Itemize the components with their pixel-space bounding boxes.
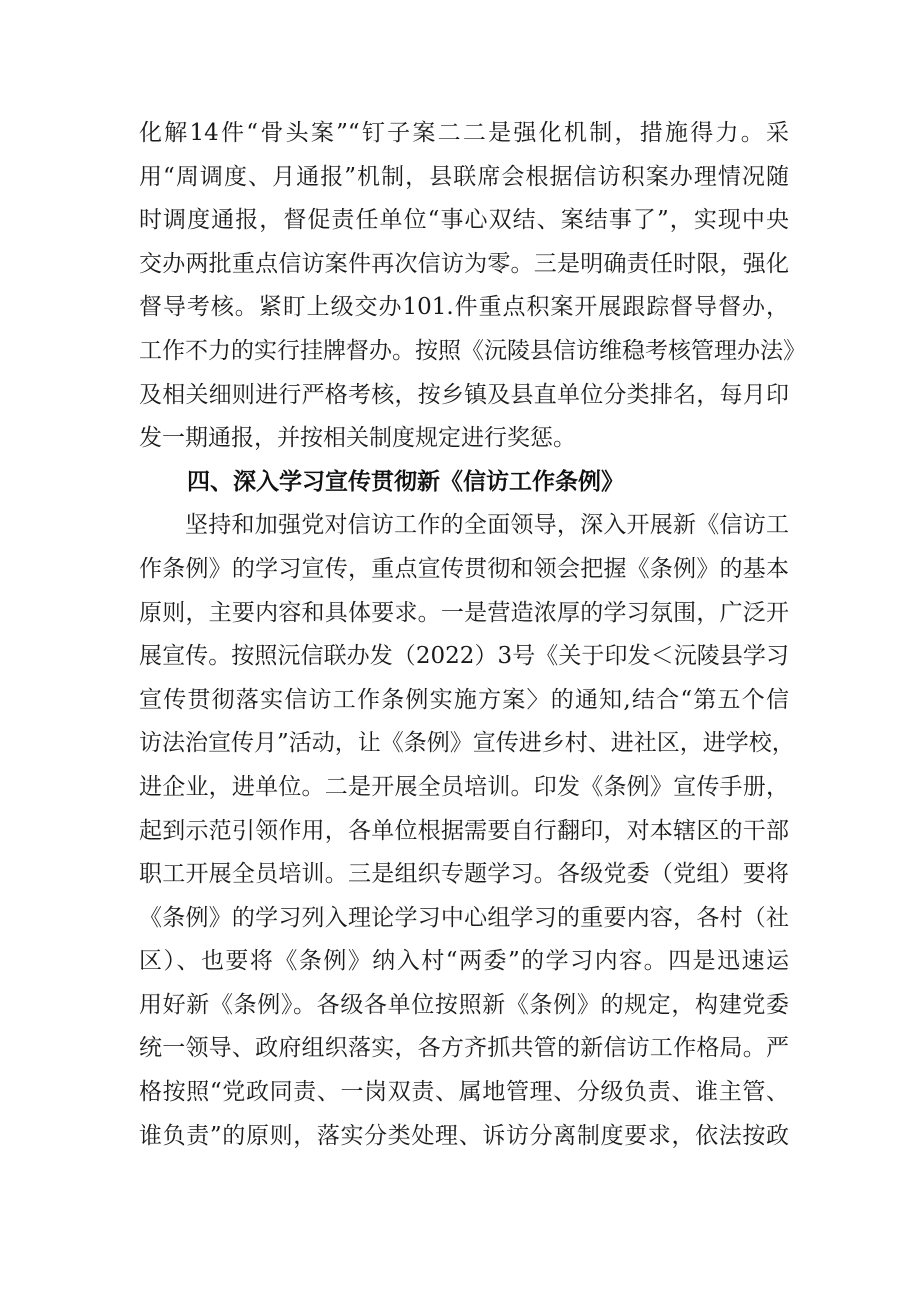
paragraph-line: 《条例》的学习列入理论学习中心组学习的重要内容，各村（社: [139, 904, 789, 931]
paragraph-line: 统一领导、政府组织落实，各方齐抓共管的新信访工作格局。严: [139, 1035, 789, 1062]
paragraph-line: 区）、也要将《条例》纳入村“两委”的学习内容。四是迅速运: [139, 948, 789, 975]
paragraph-line: 职工开展全员培训。三是组织专题学习。各级党委（党组）要将: [139, 861, 789, 888]
paragraph-line: 宣传贯彻落实信访工作条例实施方案〉的通知,结合“第五个信: [139, 686, 789, 713]
paragraph-line: 进企业，进单位。二是开展全员培训。印发《条例》宣传手册，: [139, 773, 789, 800]
paragraph-line: 展宣传。按照沅信联办发（2022）3号《关于印发＜沅陵县学习: [139, 643, 789, 670]
paragraph-line: 交办两批重点信访案件再次信访为零。三是明确责任时限，强化: [139, 250, 789, 277]
paragraph-line: 时调度通报，督促责任单位“事心双结、案结事了”，实现中央: [139, 207, 789, 234]
document-body: [139, 112, 806, 1158]
paragraph-line: 谁负责”的原则，落实分类处理、诉访分离制度要求，依法按政: [139, 1122, 789, 1149]
paragraph-line: 原则，主要内容和具体要求。一是营造浓厚的学习氛围，广泛开: [139, 599, 789, 626]
paragraph-line: 坚持和加强党对信访工作的全面领导，深入开展新《信访工: [185, 512, 789, 539]
paragraph-line: 及相关细则进行严格考核，按乡镇及县直单位分类排名，每月印: [139, 381, 789, 408]
section-heading: 四、深入学习宣传贯彻新《信访工作条例》: [187, 468, 624, 495]
paragraph-line: 工作不力的实行挂牌督办。按照《沅陵县信访维稳考核管理办法》: [139, 337, 806, 364]
paragraph-line: 访法治宣传月”活动，让《条例》宣传进乡村、进社区，进学校，: [139, 730, 795, 757]
paragraph-line: 起到示范引领作用，各单位根据需要自行翻印，对本辖区的干部: [139, 817, 789, 844]
paragraph-line: 用好新《条例》。各级各单位按照新《条例》的规定，构建党委: [139, 991, 789, 1018]
paragraph-line: 作条例》的学习宣传，重点宣传贯彻和领会把握《条例》的基本: [139, 555, 789, 582]
paragraph-line: 化解14件“骨头案”“钉子案二二是强化机制，措施得力。采: [139, 120, 789, 146]
paragraph-line: 督导考核。紧盯上级交办101.件重点积案开展跟踪督导督办，: [139, 294, 789, 321]
paragraph-line: 用“周调度、月通报”机制，县联席会根据信访积案办理情况随: [139, 163, 789, 190]
paragraph-line: 格按照“党政同责、一岗双责、属地管理、分级负责、谁主管、: [139, 1079, 789, 1106]
paragraph-line: 发一期通报，并按相关制度规定进行奖惩。: [139, 425, 576, 452]
